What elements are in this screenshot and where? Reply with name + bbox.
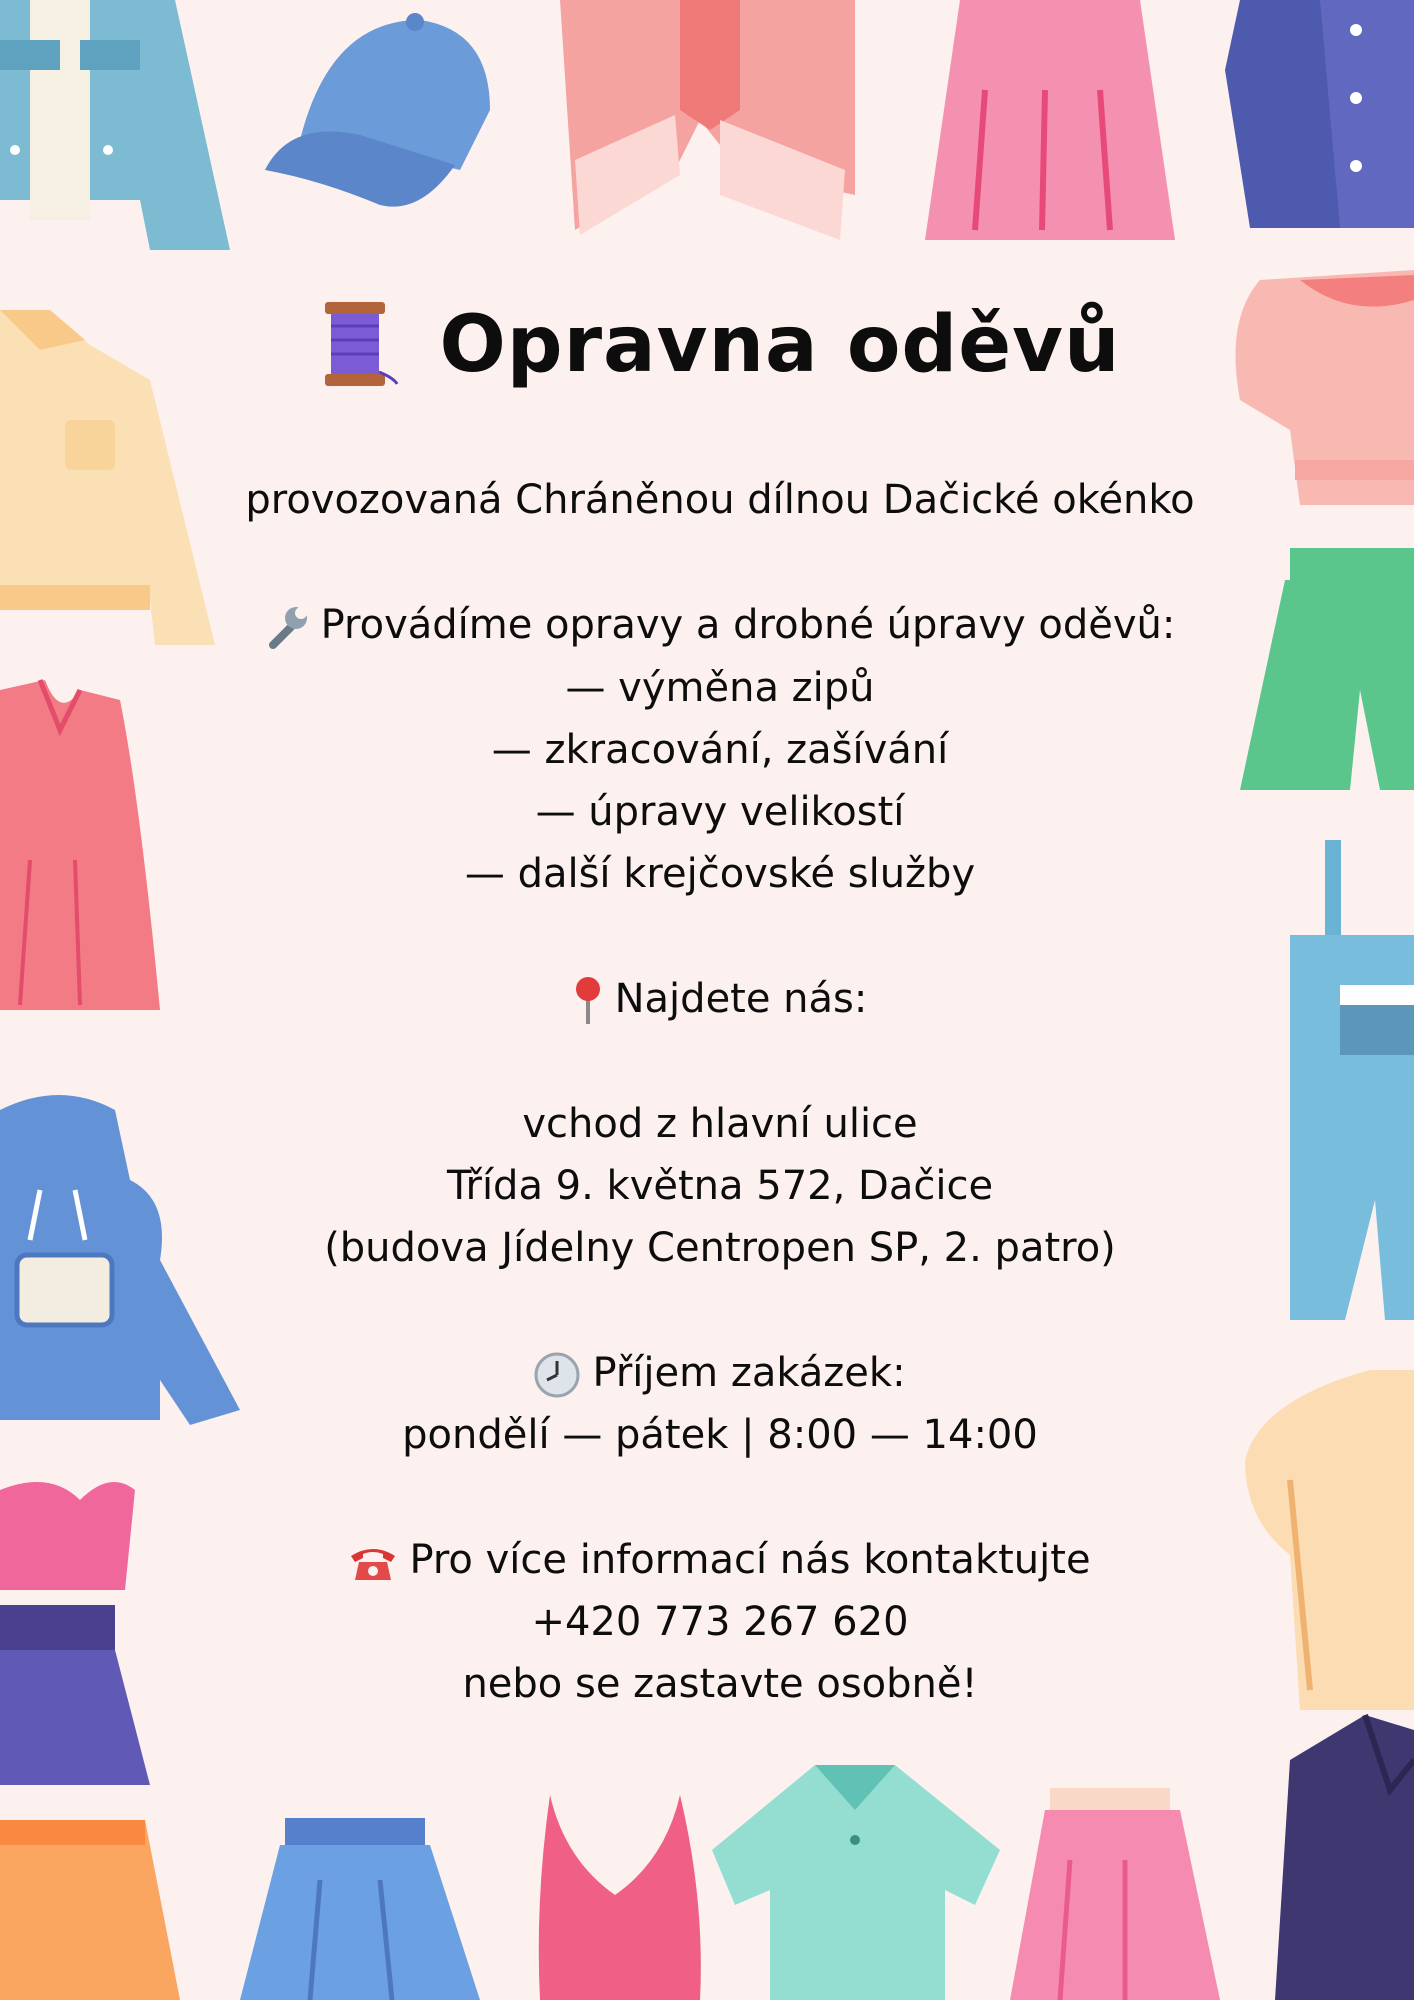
pin-icon — [573, 976, 603, 1026]
pink-dress-illustration — [539, 1795, 701, 2000]
address-line: vchod z hlavní ulice — [522, 1101, 918, 1147]
title-row — [150, 300, 1290, 390]
location-heading-line — [150, 974, 1290, 1026]
clock-icon — [534, 1352, 580, 1398]
skirt-illustration — [925, 0, 1175, 240]
blue-skirt-illustration — [240, 1818, 480, 2000]
service-item: — další krejčovské služby — [464, 851, 976, 897]
contact-heading-line — [150, 1535, 1290, 1585]
address-line: Třída 9. května 572, Dačice — [446, 1163, 994, 1209]
polo-illustration — [712, 1765, 1000, 2000]
subtitle: provozovaná Chráněnou dílnou Dačické okénko — [245, 477, 1195, 523]
hours-heading-line — [150, 1348, 1290, 1398]
hours-heading: Příjem zakázek: — [592, 1350, 906, 1396]
denim-jacket-illustration — [0, 0, 230, 250]
hours-line: pondělí — pátek | 8:00 — 14:00 — [402, 1412, 1038, 1458]
orange-pants-illustration — [0, 1820, 180, 2000]
tube-top-illustration — [0, 1482, 135, 1590]
service-item: — zkracování, zašívání — [491, 727, 949, 773]
telephone-icon — [349, 1542, 397, 1582]
closing-line: nebo se zastavte osobně! — [462, 1661, 978, 1707]
pleated-skirt-illustration — [1010, 1788, 1220, 2000]
page-title: Opravna oděvů — [439, 300, 1121, 390]
vest-illustration — [1225, 0, 1414, 228]
scarf-illustration — [560, 0, 855, 240]
purple-skirt-illustration — [0, 1605, 150, 1785]
services-heading: Provádíme opravy a drobné úpravy oděvů: — [320, 602, 1176, 648]
thread-spool-icon — [319, 302, 399, 388]
service-item: — úpravy velikostí — [535, 789, 905, 835]
phone-number[interactable]: +420 773 267 620 — [531, 1599, 909, 1645]
dress-illustration — [0, 680, 160, 1010]
cap-illustration — [265, 13, 490, 207]
wrench-icon — [265, 605, 309, 649]
service-item: — výměna zipů — [565, 665, 875, 711]
address-line: (budova Jídelny Centropen SP, 2. patro) — [324, 1225, 1116, 1271]
blazer-illustration — [1275, 1715, 1414, 2000]
overalls-illustration — [1290, 840, 1414, 1320]
location-heading: Najdete nás: — [614, 976, 868, 1022]
services-heading-line — [150, 600, 1290, 650]
contact-heading: Pro více informací nás kontaktujte — [409, 1537, 1091, 1583]
